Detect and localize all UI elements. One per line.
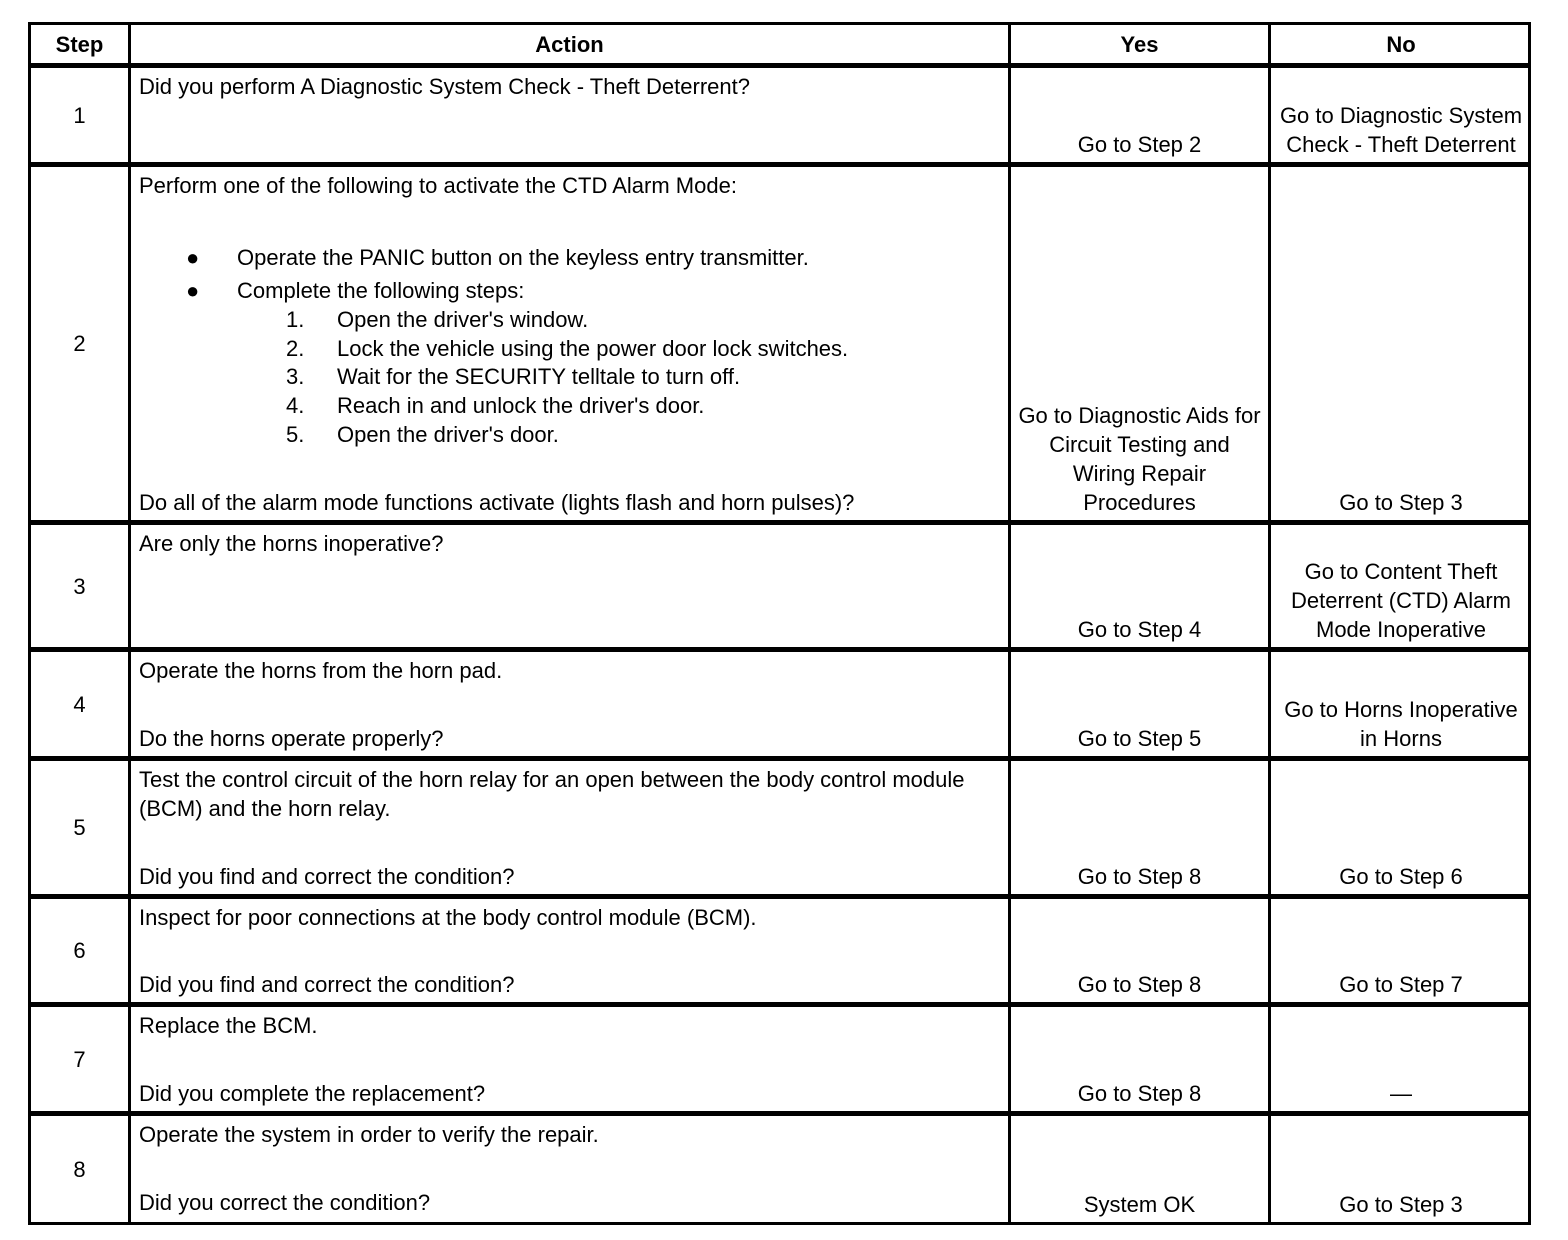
step-number: 6 <box>73 938 86 963</box>
substep-text: Reach in and unlock the driver's door. <box>337 393 705 418</box>
no-cell: Go to Step 6 <box>1339 864 1463 889</box>
action-text: Inspect for poor connections at the body control module (BCM). <box>139 905 757 930</box>
bullet-item: Complete the following steps: <box>237 278 525 303</box>
substep-text: Wait for the SECURITY telltale to turn off. <box>337 364 741 389</box>
yes-cell: Go to Diagnostic Aids for Circuit Testing and Wiring Repair Procedures <box>1018 403 1261 515</box>
action-cell <box>131 1116 1008 1222</box>
header-no: No <box>1386 31 1416 57</box>
action-text: Did you perform A Diagnostic System Check - Theft Deterrent? <box>139 74 750 99</box>
action-cell <box>131 899 1008 1002</box>
no-cell: Go to Step 3 <box>1339 490 1463 515</box>
yes-cell: Go to Step 8 <box>1077 1081 1202 1106</box>
substep-number: 5. <box>286 422 305 447</box>
action-question: Did you find and correct the condition? <box>139 864 515 889</box>
action-text: Replace the BCM. <box>139 1013 318 1038</box>
yes-cell: Go to Step 8 <box>1077 864 1202 889</box>
yes-cell: Go to Step 5 <box>1077 726 1202 751</box>
yes-cell: Go to Step 8 <box>1077 972 1202 997</box>
bullet-item: Operate the PANIC button on the keyless entry transmitter. <box>237 245 809 270</box>
step-number: 8 <box>73 1156 86 1182</box>
action-question: Do the horns operate properly? <box>139 726 444 751</box>
header-action: Action <box>535 31 604 57</box>
no-cell: Go to Diagnostic System Check - Theft Deterrent <box>1279 103 1523 157</box>
no-cell: Go to Horns Inoperative in Horns <box>1284 697 1518 751</box>
step-number: 2 <box>73 331 86 356</box>
step-number: 4 <box>73 691 86 717</box>
substep-number: 3. <box>286 364 305 389</box>
action-question: Do all of the alarm mode functions activate (lights flash and horn pulses)? <box>139 490 855 515</box>
action-cell <box>131 525 1008 647</box>
action-question: Did you correct the condition? <box>139 1190 431 1215</box>
action-text: Operate the system in order to verify the repair. <box>139 1122 599 1147</box>
yes-cell: System OK <box>1083 1192 1196 1217</box>
substep-number: 2. <box>286 336 305 361</box>
substep-number: 4. <box>286 393 305 418</box>
substep-text: Open the driver's door. <box>337 422 559 447</box>
action-cell <box>131 761 1008 894</box>
yes-cell: Go to Step 2 <box>1077 132 1202 157</box>
no-cell: Go to Step 3 <box>1339 1192 1463 1217</box>
step-number: 7 <box>73 1046 86 1072</box>
substep-number: 1. <box>286 307 305 332</box>
action-intro: Perform one of the following to activate the CTD Alarm Mode: <box>139 173 737 198</box>
step-number: 5 <box>73 815 86 840</box>
yes-cell: Go to Step 4 <box>1077 617 1202 642</box>
bullet-icon: ● <box>186 245 200 270</box>
action-question: Did you find and correct the condition? <box>139 972 515 997</box>
step-number: 3 <box>73 573 86 599</box>
action-question: Did you complete the replacement? <box>139 1081 486 1106</box>
action-cell <box>131 68 1008 162</box>
diagnostic-table <box>28 22 1531 1225</box>
no-cell: — <box>1390 1081 1412 1106</box>
header-step: Step <box>55 31 104 57</box>
no-cell: Go to Step 7 <box>1339 972 1463 997</box>
no-cell: Go to Content Theft Deterrent (CTD) Alarm Mode Inoperative <box>1290 559 1512 642</box>
step-number: 1 <box>73 102 86 128</box>
action-cell <box>131 167 1008 520</box>
bullet-icon: ● <box>186 278 200 303</box>
action-cell <box>131 1007 1008 1111</box>
action-cell <box>131 652 1008 756</box>
substep-text: Lock the vehicle using the power door lock switches. <box>337 336 849 361</box>
action-text: Test the control circuit of the horn relay for an open between the body control module (BCM) and the horn relay. <box>139 767 965 821</box>
substep-text: Open the driver's window. <box>337 307 589 332</box>
action-text: Operate the horns from the horn pad. <box>139 658 503 683</box>
header-yes: Yes <box>1120 31 1159 57</box>
action-text: Are only the horns inoperative? <box>139 531 444 556</box>
